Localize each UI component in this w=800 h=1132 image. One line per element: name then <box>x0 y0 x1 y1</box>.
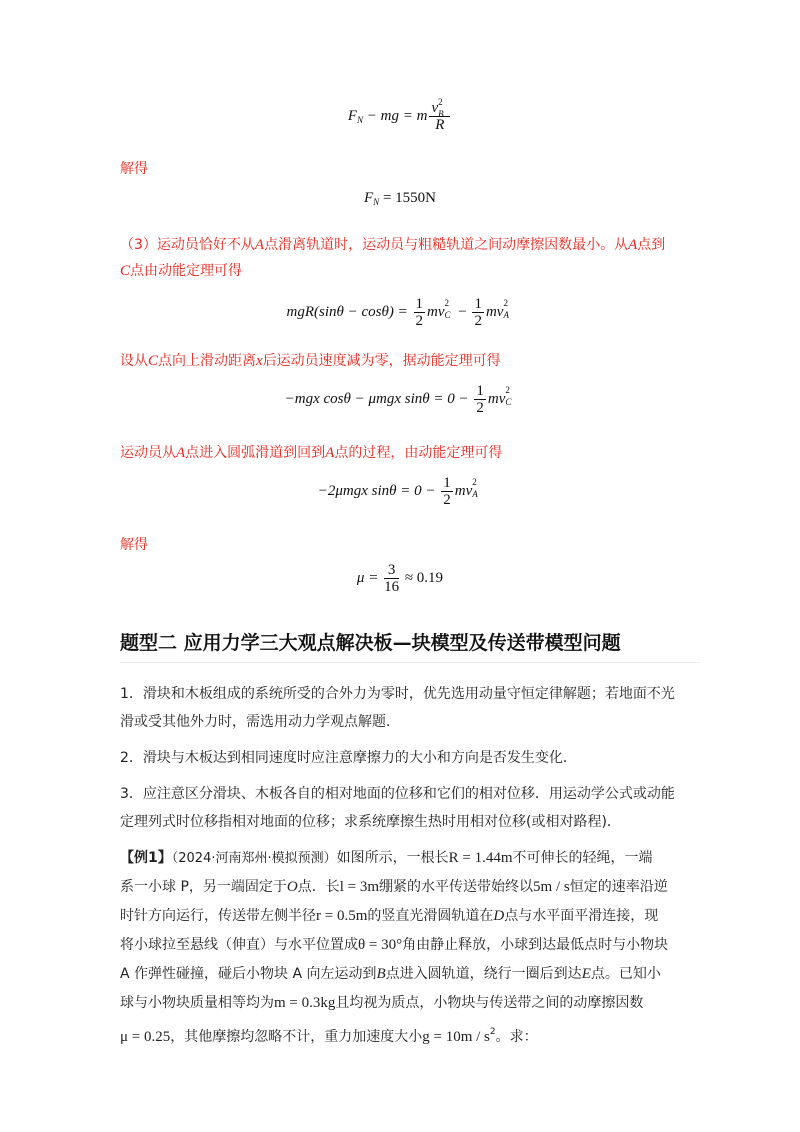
eq1-num-sub: B <box>438 109 444 119</box>
eq4-num: 1 <box>476 383 484 399</box>
ex-l2b: 点．长 <box>297 879 340 895</box>
eq3-minus: − <box>454 303 471 320</box>
label-jiede-1: 解得 <box>120 161 148 177</box>
paragraph-5 <box>120 442 502 462</box>
ex-g: g = 10m / s <box>422 1029 490 1045</box>
item-3-line-1: 3．应注意区分滑块、木板各自的相对地面的位移和它们的相对位移．用运动学公式或动能 <box>120 786 675 802</box>
item-1 <box>120 680 720 736</box>
eq2-sub: N <box>373 197 380 207</box>
ex-l6a: 球与小物块质量相等均为 <box>120 995 274 1011</box>
ex-v: 5m / s <box>533 879 570 895</box>
ex-l4a: 将小球拉至悬线（伸直）与水平位置成 <box>120 937 358 953</box>
eq3-half-num-2: 1 <box>474 296 482 312</box>
ex-E: E <box>581 966 591 982</box>
eq1-den: R <box>435 117 445 133</box>
para3-A1: A <box>254 237 265 253</box>
eq5-lhs: −2μmgx sinθ = 0 − <box>317 482 440 499</box>
para3-A2: A <box>628 237 638 253</box>
eq5-A: A <box>472 488 478 499</box>
para5-A1: A <box>176 445 186 461</box>
equation-energy-AC <box>0 296 800 329</box>
example-1 <box>120 844 720 1052</box>
para4-C: C <box>148 353 159 369</box>
ex-l3b: 的竖直光滑圆轨道在 <box>367 908 494 924</box>
ex-l5a: A 作弹性碰撞，碰后小物块 A 向左运动到 <box>120 966 377 982</box>
equation-normal-force <box>0 97 800 133</box>
eq1-lhs: F <box>347 107 358 124</box>
para3-l1c: 点到 <box>637 237 666 253</box>
para5-a: 运动员从 <box>120 445 176 461</box>
label-jiede-2: 解得 <box>120 537 148 553</box>
item-1-line-1: 1．滑块和木板组成的系统所受的合外力为零时，优先选用动量守恒定律解题；若地面不光 <box>120 686 675 702</box>
equation-fn-value <box>0 190 800 207</box>
ex-l5b: 点进入圆轨道，绕行一圈后到达 <box>385 966 582 982</box>
equation-energy-slide <box>0 383 800 416</box>
item-1-line-2: 滑或受其他外力时，需选用动力学观点解题． <box>120 714 400 730</box>
eq4-C: C <box>505 396 512 407</box>
para3-C: C <box>120 263 131 279</box>
example-tag: 【例1】 <box>120 850 172 866</box>
ex-O: O <box>286 879 298 895</box>
para4-b: 点向上滑动距离 <box>158 353 257 369</box>
eq6-den: 16 <box>384 579 400 595</box>
eq3-half-den-2: 2 <box>474 313 482 329</box>
ex-theta: θ = 30° <box>358 937 403 953</box>
example-source: （2024·河南郑州·模拟预测） <box>171 851 337 866</box>
item-2-line-1: 2．滑块与木板达到相同速度时应注意摩擦力的大小和方向是否发生变化． <box>120 750 577 766</box>
ex-l6b: 且均视为质点，小物块与传送带之间的动摩擦因数 <box>335 995 644 1011</box>
eq4-mv: mv <box>487 390 506 407</box>
eq3-mvC: mv <box>427 303 445 320</box>
item-2 <box>120 744 720 772</box>
eq6-rhs: ≈ 0.19 <box>401 569 444 586</box>
ex-g-sq: 2 <box>489 1027 496 1037</box>
ex-l1b: 不可伸长的轻绳，一端 <box>512 850 653 866</box>
ex-l3c: 点与水平面平滑连接，现 <box>504 908 659 924</box>
ex-m: m = 0.3kg <box>274 995 336 1011</box>
ex-R: R = 1.44m <box>448 850 513 866</box>
para5-b: 点进入圆弧滑道到回到 <box>185 445 326 461</box>
para4-x: x <box>256 353 263 369</box>
eq5-num: 1 <box>443 475 451 491</box>
para3-l1a: （3）运动员恰好不从 <box>120 237 255 253</box>
para4-a: 设从 <box>120 353 148 369</box>
eq5-mv: mv <box>454 482 473 499</box>
eq6-mu: μ = <box>356 569 383 586</box>
eq3-A: A <box>503 309 509 320</box>
eq3-half-den: 2 <box>415 313 423 329</box>
eq4-lhs: −mgx cosθ − μmgx sinθ = 0 − <box>284 390 473 407</box>
ex-l2d: 恒定的速率沿逆 <box>569 879 668 895</box>
ex-B: B <box>376 966 386 982</box>
paragraph-4 <box>120 350 501 370</box>
eq4-den: 2 <box>476 400 484 416</box>
item-3 <box>120 780 720 836</box>
ex-l4b: 角由静止释放，小球到达最低点时与小物块 <box>402 937 669 953</box>
para5-c: 点的过程，由动能定理可得 <box>334 445 503 461</box>
section-heading: 题型二 应用力学三大观点解决板—块模型及传送带模型问题 <box>120 632 621 654</box>
eq1-num-sup: 2 <box>438 97 443 107</box>
eq3-sq2: 2 <box>503 297 508 308</box>
ex-l2a: 系一小球 P，另一端固定于 <box>120 879 287 895</box>
ex-l7a: ，其他摩擦均忽略不计，重力加速度大小 <box>170 1029 423 1045</box>
ex-l1a: 如图所示，一根长 <box>336 850 449 866</box>
ex-l3a: 时针方向运行，传送带左侧半径 <box>120 908 316 924</box>
ex-l2c: 绷紧的水平传送带始终以 <box>379 879 534 895</box>
eq5-den: 2 <box>443 492 451 508</box>
ex-l: l = 3m <box>339 879 380 895</box>
para4-c: 后运动员速度减为零，据动能定理可得 <box>262 353 501 369</box>
eq1-mid: − mg = m <box>363 107 428 124</box>
ex-l5c: 点。已知小 <box>590 966 661 982</box>
eq2-rhs: = 1550N <box>379 190 436 206</box>
para3-l2: 点由动能定理可得 <box>130 263 243 279</box>
eq5-sq: 2 <box>472 476 477 487</box>
eq1-lhs-sub: N <box>357 114 364 125</box>
item-3-line-2: 定理列式时位移指相对地面的位移；求系统摩擦生热时用相对位移(或相对路程)． <box>120 814 621 830</box>
eq1-num-v: v <box>431 100 439 116</box>
equation-energy-return <box>0 475 800 508</box>
eq4-sq: 2 <box>505 384 510 395</box>
para3-l1b: 点滑离轨道时，运动员与粗糙轨道之间动摩擦因数最小。从 <box>264 237 629 253</box>
para5-A2: A <box>325 445 335 461</box>
eq6-num: 3 <box>384 562 399 579</box>
heading-divider <box>120 662 700 663</box>
eq3-half-num: 1 <box>415 296 423 312</box>
eq1-fraction <box>429 97 450 133</box>
eq2-F: F <box>364 190 374 206</box>
ex-mu: μ = 0.25 <box>120 1029 171 1045</box>
eq3-sq1: 2 <box>444 297 449 308</box>
eq3-lhs: mgR(sinθ − cosθ) = <box>286 303 412 320</box>
ex-D: D <box>493 908 505 924</box>
ex-l7b: 。求： <box>495 1029 538 1045</box>
eq3-mvA: mv <box>485 303 504 320</box>
ex-r: r = 0.5m <box>316 908 368 924</box>
paragraph-3 <box>120 232 700 284</box>
eq3-C: C <box>444 309 451 320</box>
equation-mu-result <box>0 562 800 595</box>
